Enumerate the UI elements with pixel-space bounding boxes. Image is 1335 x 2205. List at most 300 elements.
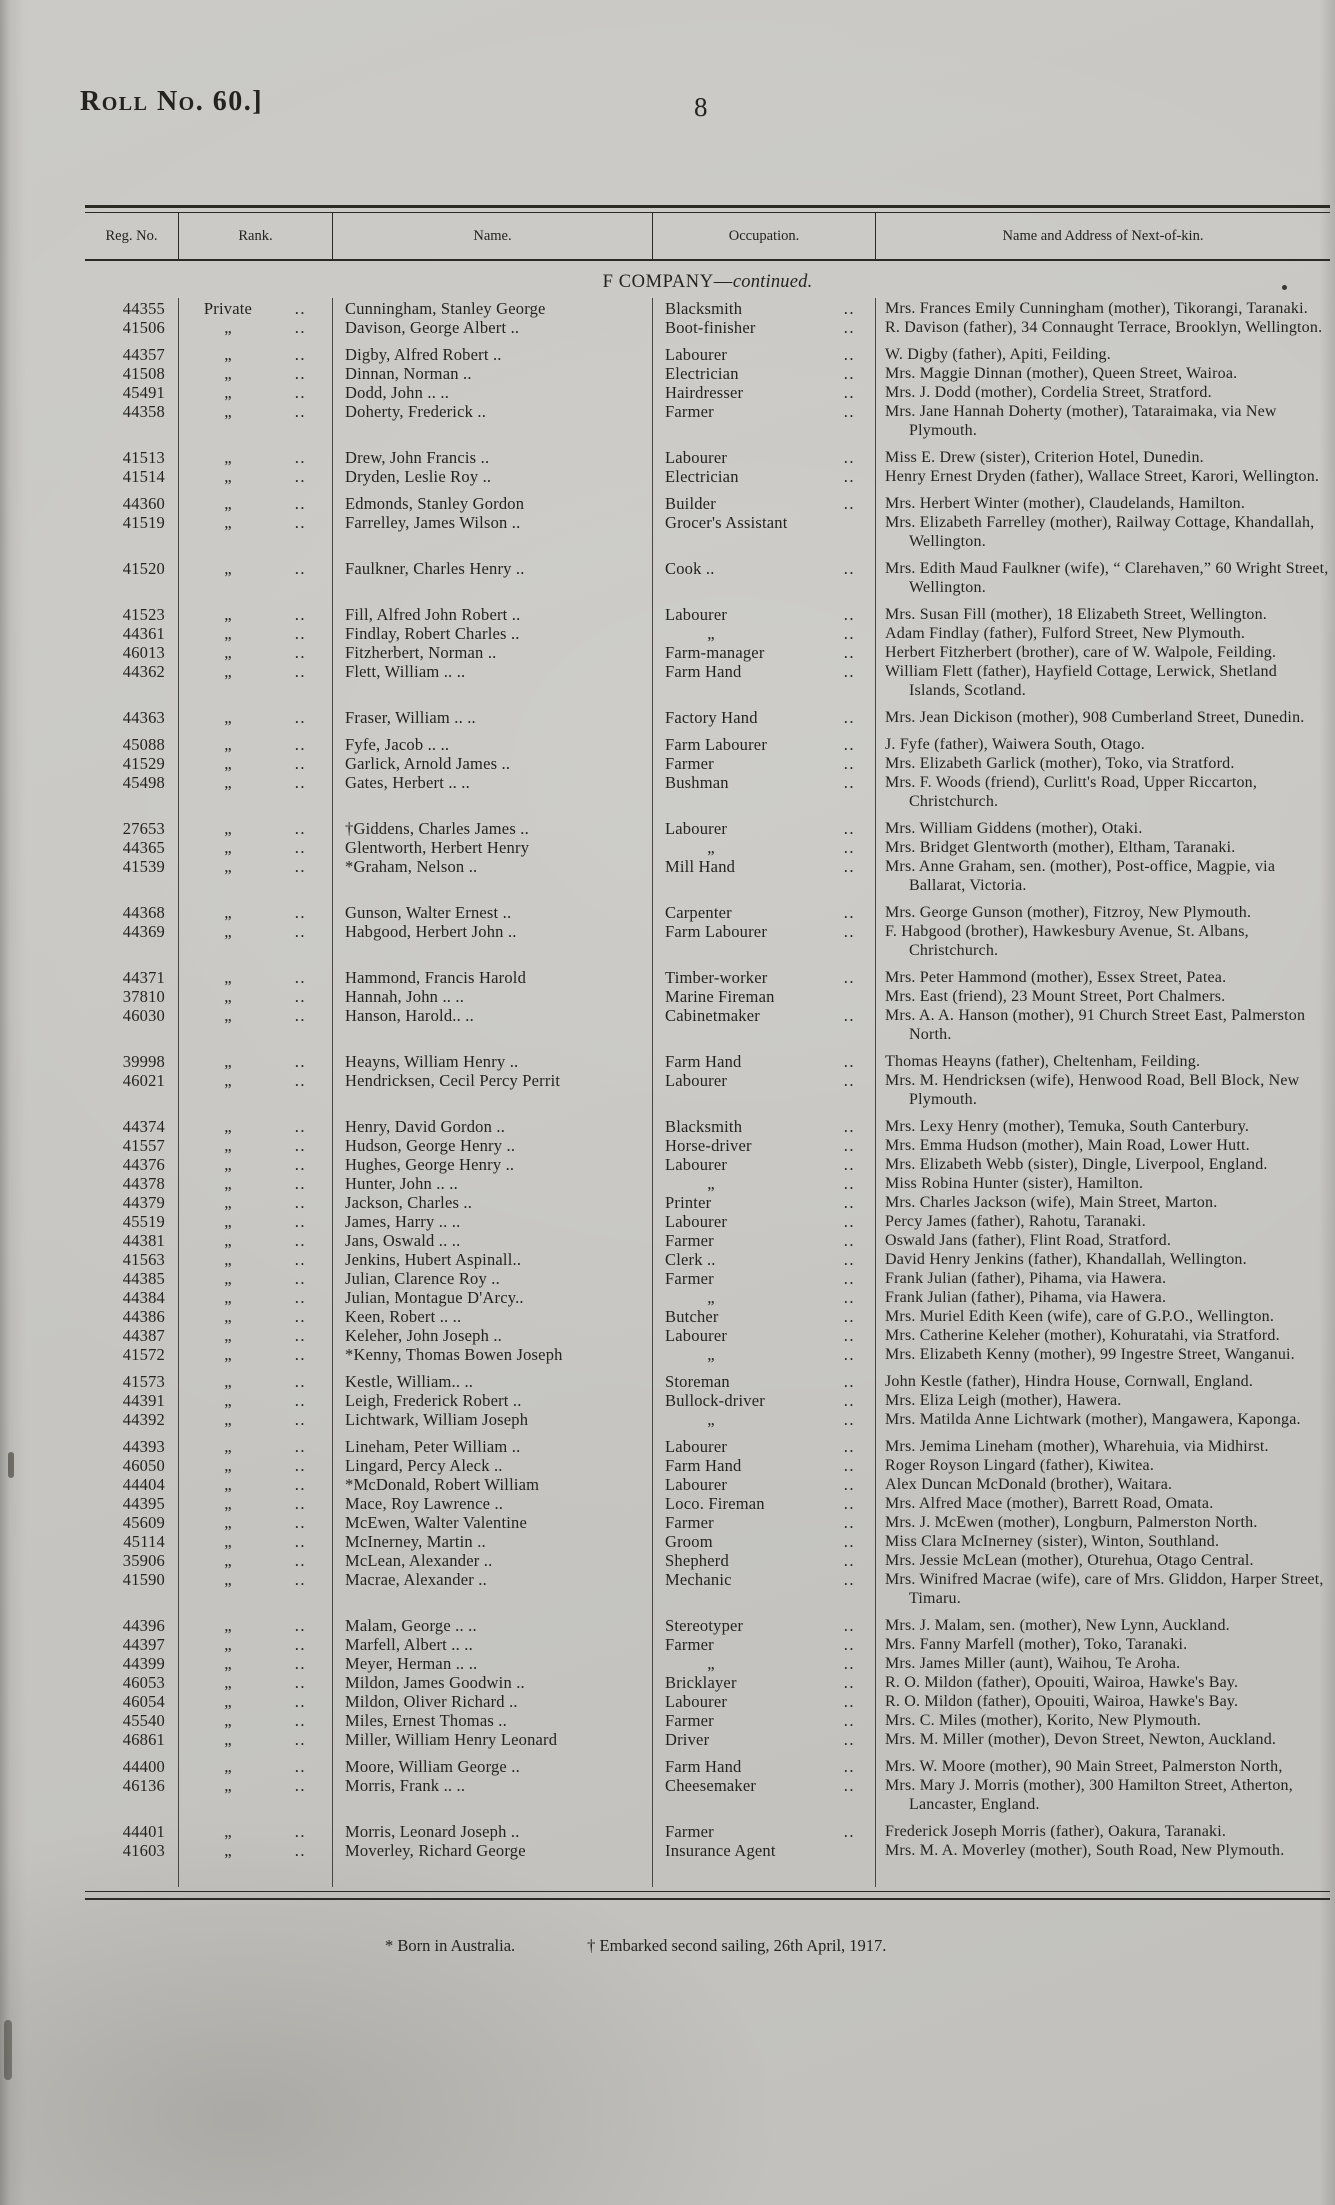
reg-no-cell: 35906 <box>122 1551 165 1570</box>
rank-dot-leader: .. <box>294 1345 306 1364</box>
occupation-value: Hairdresser <box>665 383 744 402</box>
reg-no-cell: 41520 <box>122 559 165 578</box>
next-of-kin-cell: Mrs. Emma Hudson (mother), Main Road, Lower Hutt. <box>885 1137 1250 1154</box>
occupation-cell <box>652 1307 875 1326</box>
name-cell: Flett, William .. .. <box>345 662 466 681</box>
rank-value: „ <box>224 1174 232 1193</box>
occupation-cell <box>652 1673 875 1692</box>
occupation-dot-leader: .. <box>843 643 855 662</box>
reg-no-cell: 41523 <box>122 605 165 624</box>
next-of-kin-cell: Mrs. Peter Hammond (mother), Essex Street, Patea. <box>885 969 1227 986</box>
rank-cell <box>178 903 332 922</box>
rank-dot-leader: .. <box>294 1711 306 1730</box>
rank-value: „ <box>224 987 232 1006</box>
rank-cell <box>178 987 332 1006</box>
rank-dot-leader: .. <box>294 1136 306 1155</box>
occupation-dot-leader: .. <box>843 624 855 643</box>
name-cell: McInerney, Martin .. <box>345 1532 486 1551</box>
occupation-dot-leader: .. <box>843 1551 855 1570</box>
next-of-kin-cell: Mrs. Jean Dickison (mother), 908 Cumberland Street, Dunedin. <box>885 709 1305 726</box>
rank-cell <box>178 624 332 643</box>
rank-cell <box>178 1776 332 1814</box>
occupation-value: Loco. Fireman <box>665 1494 765 1513</box>
reg-no-cell: 44361 <box>122 624 165 643</box>
occupation-cell <box>652 819 875 838</box>
rank-cell <box>178 643 332 662</box>
rank-value: „ <box>224 1494 232 1513</box>
rank-dot-leader: .. <box>294 1307 306 1326</box>
name-cell: †Giddens, Charles James .. <box>345 819 529 838</box>
rank-value: „ <box>224 1673 232 1692</box>
column-divider-2 <box>332 298 333 1887</box>
name-cell: Hunter, John .. .. <box>345 1174 458 1193</box>
table-row <box>85 624 1330 643</box>
occupation-cell <box>652 1231 875 1250</box>
occupation-value: Bushman <box>665 773 729 792</box>
occupation-cell <box>652 1269 875 1288</box>
table-row <box>85 1372 1330 1391</box>
reg-no-cell: 44365 <box>122 838 165 857</box>
name-cell: Davison, George Albert .. <box>345 318 520 337</box>
next-of-kin-cell: Mrs. Susan Fill (mother), 18 Elizabeth Street, Wellington. <box>885 606 1267 623</box>
rank-cell <box>178 383 332 402</box>
name-cell: Fitzherbert, Norman .. <box>345 643 497 662</box>
occupation-dot-leader: .. <box>843 1673 855 1692</box>
occupation-value: Printer <box>665 1193 712 1212</box>
next-of-kin-cell: Mrs. Bridget Glentworth (mother), Eltham, Taranaki. <box>885 839 1236 856</box>
scan-speck <box>1282 285 1287 290</box>
next-of-kin-cell: Mrs. M. A. Moverley (mother), South Road, New Plymouth. <box>885 1842 1285 1859</box>
occupation-cell <box>652 643 875 662</box>
rank-value: „ <box>224 1551 232 1570</box>
occupation-value: „ <box>707 1345 715 1364</box>
table-row <box>85 1250 1330 1269</box>
rank-dot-leader: .. <box>294 643 306 662</box>
occupation-cell <box>652 1250 875 1269</box>
reg-no-cell: 44387 <box>122 1326 165 1345</box>
occupation-cell <box>652 364 875 383</box>
occupation-cell <box>652 1410 875 1429</box>
occupation-value: Farmer <box>665 1231 714 1250</box>
table-row <box>85 1551 1330 1570</box>
rank-dot-leader: .. <box>294 1288 306 1307</box>
table-bottom-rule <box>85 1891 1330 1900</box>
footnote-embarked-second-sailing: † Embarked second sailing, 26th April, 1917. <box>587 1936 887 1955</box>
table-row <box>85 1616 1330 1635</box>
rank-value: „ <box>224 968 232 987</box>
occupation-cell <box>652 1532 875 1551</box>
reg-no-cell: 41572 <box>122 1345 165 1364</box>
occupation-dot-leader: .. <box>843 1345 855 1364</box>
name-cell: Jans, Oswald .. .. <box>345 1231 461 1250</box>
rank-dot-leader: .. <box>294 1654 306 1673</box>
occupation-cell <box>652 1372 875 1391</box>
rank-dot-leader: .. <box>294 1692 306 1711</box>
rank-value: „ <box>224 1193 232 1212</box>
occupation-cell <box>652 299 875 318</box>
occupation-dot-leader: .. <box>843 1410 855 1429</box>
header-name: Name. <box>332 213 652 259</box>
occupation-dot-leader: .. <box>843 318 855 337</box>
rank-dot-leader: .. <box>294 467 306 486</box>
name-cell: Keen, Robert .. .. <box>345 1307 462 1326</box>
rank-dot-leader: .. <box>294 1117 306 1136</box>
next-of-kin-cell: Adam Findlay (father), Fulford Street, New Plymouth. <box>885 625 1246 642</box>
occupation-dot-leader: .. <box>843 773 855 792</box>
reg-no-cell: 44392 <box>122 1410 165 1429</box>
rank-cell <box>178 559 332 597</box>
rank-value: „ <box>224 1513 232 1532</box>
table-row <box>85 467 1330 486</box>
rank-cell <box>178 1071 332 1109</box>
occupation-value: Blacksmith <box>665 299 743 318</box>
rank-dot-leader: .. <box>294 857 306 876</box>
next-of-kin-cell: Mrs. Elizabeth Garlick (mother), Toko, via Stratford. <box>885 755 1235 772</box>
rank-value: „ <box>224 773 232 792</box>
rank-cell <box>178 1570 332 1608</box>
rank-dot-leader: .. <box>294 299 306 318</box>
rank-value: „ <box>224 1475 232 1494</box>
rank-cell <box>178 448 332 467</box>
next-of-kin-cell: Mrs. J. Malam, sen. (mother), New Lynn, Auckland. <box>885 1617 1230 1634</box>
occupation-value: Horse-driver <box>665 1136 752 1155</box>
rank-value: „ <box>224 1307 232 1326</box>
table-row <box>85 643 1330 662</box>
rank-value: „ <box>224 494 232 513</box>
table-row <box>85 1155 1330 1174</box>
rank-cell <box>178 1437 332 1456</box>
occupation-dot-leader: .. <box>843 1391 855 1410</box>
rank-cell <box>178 1654 332 1673</box>
occupation-cell <box>652 1456 875 1475</box>
rank-dot-leader: .. <box>294 1006 306 1025</box>
reg-no-cell: 46054 <box>122 1692 165 1711</box>
occupation-dot-leader: .. <box>843 1456 855 1475</box>
name-cell: *Graham, Nelson .. <box>345 857 478 876</box>
rank-value: „ <box>224 1570 232 1589</box>
occupation-cell <box>652 1822 875 1841</box>
rank-cell <box>178 1212 332 1231</box>
rank-cell <box>178 1532 332 1551</box>
next-of-kin-cell: J. Fyfe (father), Waiwera South, Otago. <box>885 736 1145 753</box>
name-cell: Habgood, Herbert John .. <box>345 922 517 941</box>
occupation-dot-leader: .. <box>843 494 855 513</box>
occupation-cell <box>652 968 875 987</box>
occupation-value: Marine Fireman <box>665 987 775 1006</box>
rank-cell <box>178 318 332 337</box>
table-row <box>85 494 1330 513</box>
reg-no-cell: 41529 <box>122 754 165 773</box>
reg-no-cell: 41519 <box>122 513 165 532</box>
name-cell: Henry, David Gordon .. <box>345 1117 506 1136</box>
next-of-kin-cell: Mrs. A. A. Hanson (mother), 91 Church Street East, Palmerston North. <box>885 1007 1306 1043</box>
rank-dot-leader: .. <box>294 1052 306 1071</box>
rank-value: „ <box>224 735 232 754</box>
name-cell: Miller, William Henry Leonard <box>345 1730 558 1749</box>
table-row <box>85 1776 1330 1814</box>
scan-speck <box>8 1452 14 1478</box>
rank-dot-leader: .. <box>294 559 306 578</box>
reg-no-cell: 46053 <box>122 1673 165 1692</box>
occupation-dot-leader: .. <box>843 754 855 773</box>
occupation-value: Cabinetmaker <box>665 1006 760 1025</box>
rank-dot-leader: .. <box>294 1570 306 1589</box>
name-cell: Moverley, Richard George <box>345 1841 526 1860</box>
next-of-kin-cell: William Flett (father), Hayfield Cottage, Lerwick, Shetland Islands, Scotland. <box>885 663 1277 699</box>
next-of-kin-cell: John Kestle (father), Hindra House, Cornwall, England. <box>885 1373 1254 1390</box>
rank-cell <box>178 1174 332 1193</box>
occupation-cell <box>652 513 875 551</box>
rank-dot-leader: .. <box>294 318 306 337</box>
rank-cell <box>178 345 332 364</box>
occupation-value: „ <box>707 624 715 643</box>
occupation-dot-leader: .. <box>843 1692 855 1711</box>
rank-value: „ <box>224 1231 232 1250</box>
table-row <box>85 605 1330 624</box>
occupation-dot-leader: .. <box>843 605 855 624</box>
occupation-value: Farmer <box>665 1711 714 1730</box>
table-row <box>85 773 1330 811</box>
rank-value: „ <box>224 1841 232 1860</box>
rank-dot-leader: .. <box>294 1776 306 1795</box>
occupation-dot-leader: .. <box>843 1052 855 1071</box>
occupation-dot-leader: .. <box>843 857 855 876</box>
reg-no-cell: 41590 <box>122 1570 165 1589</box>
rank-dot-leader: .. <box>294 754 306 773</box>
rank-dot-leader: .. <box>294 1269 306 1288</box>
next-of-kin-cell: Mrs. George Gunson (mother), Fitzroy, New Plymouth. <box>885 904 1252 921</box>
rank-dot-leader: .. <box>294 1193 306 1212</box>
next-of-kin-cell: Mrs. William Giddens (mother), Otaki. <box>885 820 1143 837</box>
occupation-value: „ <box>707 1410 715 1429</box>
table-row <box>85 1456 1330 1475</box>
occupation-value: Shepherd <box>665 1551 729 1570</box>
reg-no-cell: 44371 <box>122 968 165 987</box>
reg-no-cell: 46050 <box>122 1456 165 1475</box>
rank-value: „ <box>224 1757 232 1776</box>
rank-value: „ <box>224 754 232 773</box>
rank-cell <box>178 1155 332 1174</box>
table-row <box>85 1269 1330 1288</box>
reg-no-cell: 44379 <box>122 1193 165 1212</box>
table-row <box>85 1757 1330 1776</box>
name-cell: Hudson, George Henry .. <box>345 1136 516 1155</box>
rank-value: „ <box>224 1345 232 1364</box>
reg-no-cell: 44358 <box>122 402 165 421</box>
occupation-value: Farmer <box>665 402 714 421</box>
occupation-value: „ <box>707 1288 715 1307</box>
occupation-value: Mechanic <box>665 1570 732 1589</box>
occupation-value: Bullock-driver <box>665 1391 765 1410</box>
rank-value: „ <box>224 857 232 876</box>
rank-cell <box>178 1231 332 1250</box>
name-cell: Jackson, Charles .. <box>345 1193 473 1212</box>
occupation-cell <box>652 448 875 467</box>
table-row <box>85 448 1330 467</box>
table-row <box>85 1494 1330 1513</box>
rank-dot-leader: .. <box>294 364 306 383</box>
rank-value: „ <box>224 1269 232 1288</box>
name-cell: Doherty, Frederick .. <box>345 402 487 421</box>
rank-value: „ <box>224 1437 232 1456</box>
reg-no-cell: 45540 <box>122 1711 165 1730</box>
rank-dot-leader: .. <box>294 1410 306 1429</box>
section-title-company: F COMPANY— <box>602 272 733 292</box>
occupation-cell <box>652 735 875 754</box>
header-occupation: Occupation. <box>652 213 875 259</box>
name-cell: Morris, Leonard Joseph .. <box>345 1822 520 1841</box>
rank-value: „ <box>224 448 232 467</box>
reg-no-cell: 41539 <box>122 857 165 876</box>
name-cell: Digby, Alfred Robert .. <box>345 345 502 364</box>
occupation-value: Farmer <box>665 754 714 773</box>
occupation-cell <box>652 1345 875 1364</box>
name-cell: Mildon, Oliver Richard .. <box>345 1692 518 1711</box>
rank-value: „ <box>224 1288 232 1307</box>
next-of-kin-cell: Mrs. Fanny Marfell (mother), Toko, Taranaki. <box>885 1636 1188 1653</box>
occupation-value: Farmer <box>665 1635 714 1654</box>
reg-no-cell: 45519 <box>122 1212 165 1231</box>
rank-dot-leader: .. <box>294 624 306 643</box>
occupation-dot-leader: .. <box>843 1155 855 1174</box>
reg-no-cell: 46021 <box>122 1071 165 1090</box>
next-of-kin-cell: Mrs. Jemima Lineham (mother), Wharehuia, via Midhirst. <box>885 1438 1269 1455</box>
occupation-value: Farm Labourer <box>665 735 768 754</box>
table-row <box>85 1570 1330 1608</box>
occupation-dot-leader: .. <box>843 838 855 857</box>
occupation-cell <box>652 1776 875 1814</box>
rank-cell <box>178 1475 332 1494</box>
rank-value: „ <box>224 1372 232 1391</box>
rank-value: „ <box>224 1410 232 1429</box>
occupation-cell <box>652 838 875 857</box>
table-row <box>85 708 1330 727</box>
rank-dot-leader: .. <box>294 1155 306 1174</box>
name-cell: Mildon, James Goodwin .. <box>345 1673 525 1692</box>
occupation-cell <box>652 318 875 337</box>
reg-no-cell: 44397 <box>122 1635 165 1654</box>
rank-dot-leader: .. <box>294 1494 306 1513</box>
occupation-value: Labourer <box>665 1475 728 1494</box>
name-cell: Edmonds, Stanley Gordon <box>345 494 525 513</box>
rank-dot-leader: .. <box>294 773 306 792</box>
occupation-value: Mill Hand <box>665 857 736 876</box>
reg-no-cell: 44399 <box>122 1654 165 1673</box>
occupation-value: Farmer <box>665 1269 714 1288</box>
reg-no-cell: 44393 <box>122 1437 165 1456</box>
name-cell: Hendricksen, Cecil Percy Perrit <box>345 1071 561 1090</box>
occupation-value: Cook .. <box>665 559 715 578</box>
table-row <box>85 559 1330 597</box>
table-row <box>85 1117 1330 1136</box>
next-of-kin-cell: R. O. Mildon (father), Opouiti, Wairoa, Hawke's Bay. <box>885 1674 1239 1691</box>
name-cell: Lineham, Peter William .. <box>345 1437 521 1456</box>
occupation-dot-leader: .. <box>843 448 855 467</box>
name-cell: Dodd, John .. .. <box>345 383 450 402</box>
rank-cell <box>178 1841 332 1860</box>
occupation-value: Labourer <box>665 1437 728 1456</box>
rank-dot-leader: .. <box>294 903 306 922</box>
rank-dot-leader: .. <box>294 1673 306 1692</box>
rank-dot-leader: .. <box>294 1635 306 1654</box>
occupation-value: Builder <box>665 494 716 513</box>
occupation-dot-leader: .. <box>843 735 855 754</box>
occupation-dot-leader: .. <box>843 1711 855 1730</box>
name-cell: McLean, Alexander .. <box>345 1551 493 1570</box>
table-row <box>85 754 1330 773</box>
occupation-cell <box>652 1155 875 1174</box>
occupation-cell <box>652 1841 875 1860</box>
reg-no-cell: 45491 <box>122 383 165 402</box>
next-of-kin-cell: Mrs. M. Hendricksen (wife), Henwood Road, Bell Block, New Plymouth. <box>885 1072 1300 1108</box>
occupation-dot-leader: .. <box>843 1616 855 1635</box>
occupation-value: Butcher <box>665 1307 719 1326</box>
next-of-kin-cell: Mrs. Alfred Mace (mother), Barrett Road, Omata. <box>885 1495 1214 1512</box>
next-of-kin-cell: Frank Julian (father), Pihama, via Hawera. <box>885 1270 1167 1287</box>
occupation-dot-leader: .. <box>843 402 855 421</box>
occupation-cell <box>652 605 875 624</box>
occupation-value: Groom <box>665 1532 713 1551</box>
occupation-value: Bricklayer <box>665 1673 737 1692</box>
name-cell: Jenkins, Hubert Aspinall.. <box>345 1250 522 1269</box>
reg-no-cell: 46030 <box>122 1006 165 1025</box>
next-of-kin-cell: Frank Julian (father), Pihama, via Hawera. <box>885 1289 1167 1306</box>
footnote-born-in-australia: * Born in Australia. <box>385 1936 516 1955</box>
rank-value: „ <box>224 605 232 624</box>
reg-no-cell: 44363 <box>122 708 165 727</box>
occupation-cell <box>652 383 875 402</box>
header-next-of-kin: Name and Address of Next-of-kin. <box>875 213 1330 259</box>
rank-cell <box>178 1307 332 1326</box>
occupation-cell <box>652 1052 875 1071</box>
column-divider-4 <box>875 298 876 1887</box>
occupation-dot-leader: .. <box>843 922 855 941</box>
rank-dot-leader: .. <box>294 968 306 987</box>
table-header-row <box>85 213 1330 261</box>
table-row <box>85 1513 1330 1532</box>
occupation-value: Timber-worker <box>665 968 768 987</box>
table-row <box>85 1711 1330 1730</box>
rank-dot-leader: .. <box>294 1250 306 1269</box>
rank-dot-leader: .. <box>294 383 306 402</box>
rank-value: „ <box>224 1155 232 1174</box>
reg-no-cell: 44378 <box>122 1174 165 1193</box>
name-cell: Leigh, Frederick Robert .. <box>345 1391 522 1410</box>
reg-no-cell: 46861 <box>122 1730 165 1749</box>
rank-value: „ <box>224 1250 232 1269</box>
name-cell: Miles, Ernest Thomas .. <box>345 1711 507 1730</box>
name-cell: Hammond, Francis Harold <box>345 968 527 987</box>
reg-no-cell: 44401 <box>122 1822 165 1841</box>
next-of-kin-cell: Oswald Jans (father), Flint Road, Stratford. <box>885 1232 1172 1249</box>
reg-no-cell: 41563 <box>122 1250 165 1269</box>
rank-dot-leader: .. <box>294 1391 306 1410</box>
header-reg-no: Reg. No. <box>105 227 158 244</box>
occupation-cell <box>652 1475 875 1494</box>
name-cell: Farrelley, James Wilson .. <box>345 513 521 532</box>
occupation-cell <box>652 1117 875 1136</box>
name-cell: Fyfe, Jacob .. .. <box>345 735 450 754</box>
occupation-dot-leader: .. <box>843 1776 855 1795</box>
occupation-value: Labourer <box>665 1155 728 1174</box>
rank-dot-leader: .. <box>294 345 306 364</box>
reg-no-cell: 46013 <box>122 643 165 662</box>
table-row <box>85 1635 1330 1654</box>
occupation-cell <box>652 1757 875 1776</box>
occupation-dot-leader: .. <box>843 1475 855 1494</box>
rank-cell <box>178 513 332 551</box>
rank-cell <box>178 1193 332 1212</box>
